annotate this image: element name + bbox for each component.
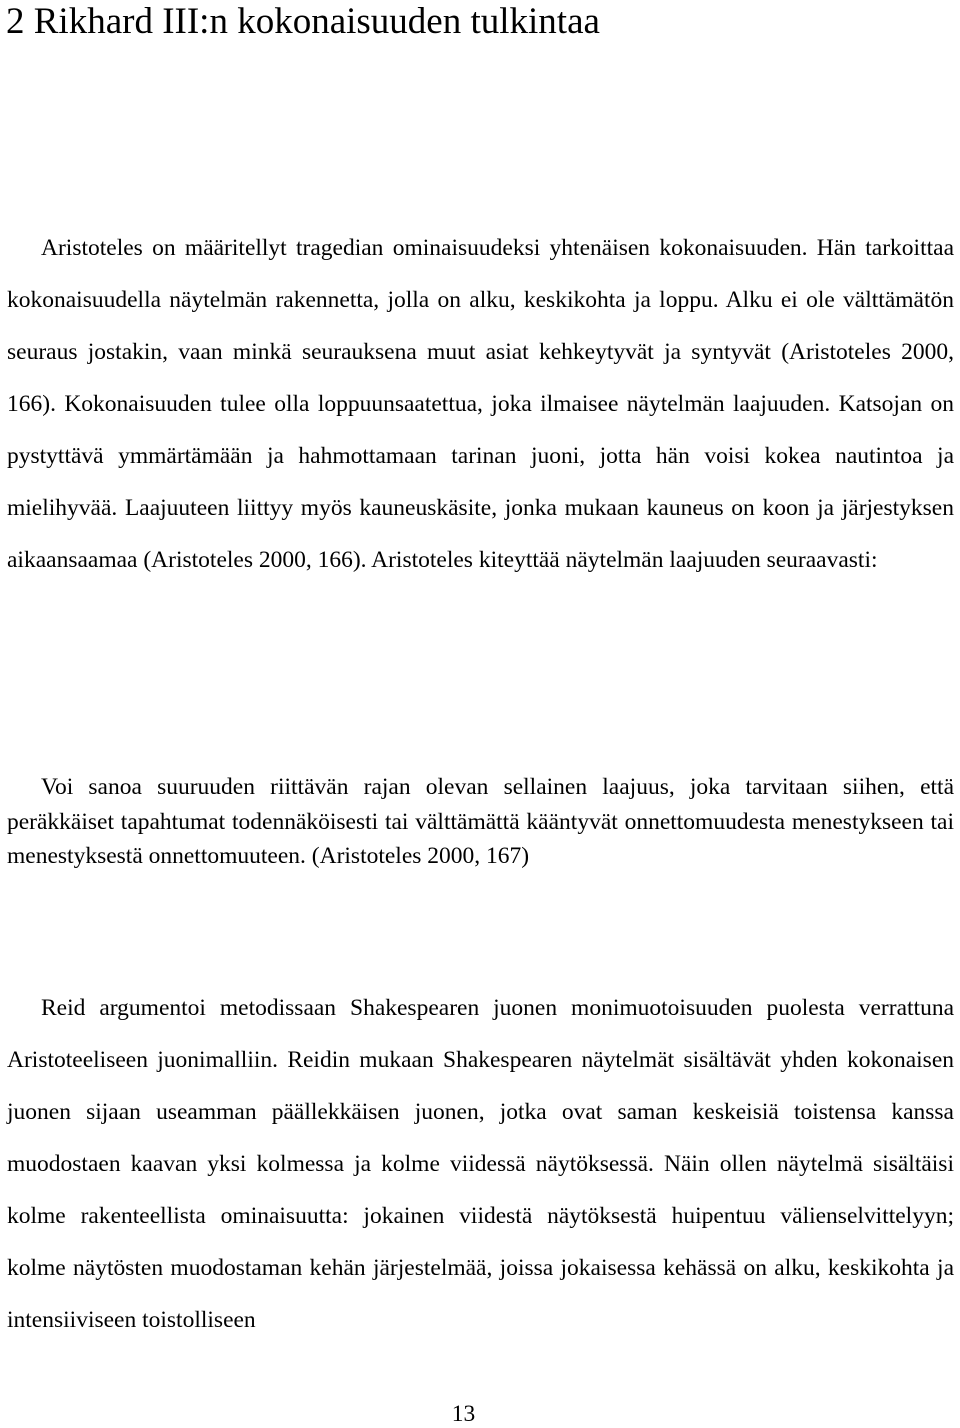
body-paragraph-reid xyxy=(7,982,954,1346)
body-paragraph-aristotle xyxy=(7,222,954,586)
paragraph-text: Aristoteles on määritellyt tragedian ominaisuudeksi yhtenäisen kokonaisuuden. Hän tarkoittaa kokonaisuudella näytelmän rakennetta, jolla on alku, keskikohta ja loppu. Alku ei ole välttämätön seuraus jostakin, vaan minkä seurauksena muut asiat kehkeytyvät ja syntyvät (Aristoteles 2000, 166). Kokonaisuuden tulee olla loppuunsaatettua, joka ilmaisee näytelmän laajuuden. Katsojan on pystyttävä ymmärtämään ja hahmottamaan tarinan juoni, jotta hän voisi kokea nautintoa ja mielihyvää. Laajuuteen liittyy myös kauneuskäsite, jonka mukaan kauneus on koon ja järjestyksen aikaansaamaa (Aristoteles 2000, 166). Aristoteles kiteyttää näytelmän laajuuden seuraavasti: xyxy=(7,235,954,573)
quote-text: Voi sanoa suuruuden riittävän rajan olevan sellainen laajuus, joka tarvitaan siihen, että peräkkäiset tapahtumat todennäköisesti tai välttämättä kääntyvät onnettomuudesta menestykseen tai menestyksestä onnettomuuteen. (Aristoteles 2000, 167) xyxy=(7,774,954,869)
page-number: 13 xyxy=(451,1401,476,1427)
chapter-heading: 2 Rikhard III:n kokonaisuuden tulkintaa xyxy=(6,1,600,42)
block-quote xyxy=(7,770,954,874)
paragraph-text: Reid argumentoi metodissaan Shakespearen juonen monimuotoisuuden puolesta verrattuna Aristoteeliseen juonimalliin. Reidin mukaan Shakespearen näytelmät sisältävät yhden kokonaisen juonen sijaan useamman päällekkäisen juonen, jotka ovat saman keskeisiä toistensa kanssa muodostaen kaavan yksi kolmessa ja kolme viidessä näytöksessä. Näin ollen näytelmä sisältäisi kolme rakenteellista ominaisuutta: jokainen viidestä näytöksestä huipentuu välienselvittelyyn; kolme näytösten muodostaman kehän järjestelmää, joissa jokaisessa kehässä on alku, keskikohta ja intensiiviseen toistolliseen xyxy=(7,995,954,1333)
